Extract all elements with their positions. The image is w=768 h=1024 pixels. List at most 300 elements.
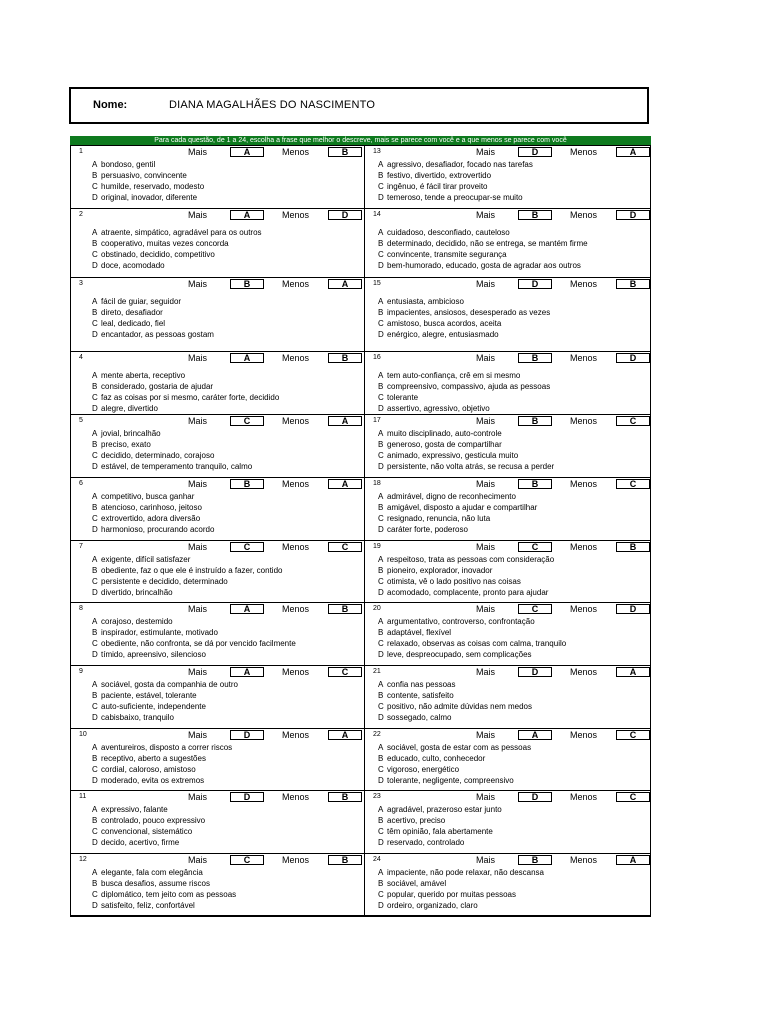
- option-letter: A: [378, 680, 384, 689]
- option-text: cabisbaixo, tranquilo: [101, 713, 174, 722]
- option-text: atencioso, carinhoso, jeitoso: [101, 503, 202, 512]
- option-d: [92, 193, 197, 203]
- menos-answer-box[interactable]: D: [616, 353, 650, 363]
- menos-label: Menos: [282, 210, 310, 220]
- option-letter: A: [92, 555, 98, 564]
- option-b: [92, 754, 206, 764]
- mais-label: Mais: [476, 792, 496, 802]
- question-number: 5: [79, 417, 83, 424]
- option-letter: B: [92, 691, 98, 700]
- option-text: caráter forte, poderoso: [387, 525, 468, 534]
- mais-label: Mais: [476, 353, 496, 363]
- option-text: controlado, pouco expressivo: [101, 816, 206, 825]
- option-text: ordeiro, organizado, claro: [387, 901, 478, 910]
- option-text: adaptável, flexível: [387, 628, 452, 637]
- question-23: [364, 790, 651, 853]
- question-19: [364, 540, 651, 602]
- mais-answer-box[interactable]: C: [518, 604, 552, 614]
- menos-label: Menos: [570, 542, 598, 552]
- menos-label: Menos: [570, 416, 598, 426]
- option-text: fácil de guiar, seguidor: [101, 297, 182, 306]
- option-letter: A: [92, 868, 98, 877]
- option-letter: B: [92, 382, 98, 391]
- option-a: [378, 492, 516, 502]
- menos-answer-box[interactable]: C: [616, 416, 650, 426]
- option-a: [378, 297, 464, 307]
- menos-label: Menos: [570, 147, 598, 157]
- option-c: [92, 577, 228, 587]
- mais-label: Mais: [188, 730, 208, 740]
- question-12: [70, 853, 364, 916]
- option-letter: D: [92, 650, 98, 659]
- option-text: agradável, prazeroso estar junto: [387, 805, 502, 814]
- option-text: acomodado, complacente, pronto para ajudar: [387, 588, 549, 597]
- option-text: elegante, fala com elegância: [101, 868, 203, 877]
- mais-answer-box[interactable]: B: [230, 279, 264, 289]
- mais-answer-box[interactable]: C: [518, 542, 552, 552]
- option-text: argumentativo, controverso, confrontação: [387, 617, 535, 626]
- option-text: relaxado, observas as coisas com calma, tranquilo: [387, 639, 567, 648]
- option-d: [378, 525, 468, 535]
- option-letter: D: [92, 330, 98, 339]
- option-b: [92, 440, 151, 450]
- option-d: [92, 462, 252, 472]
- option-text: animado, expressivo, gesticula muito: [387, 451, 519, 460]
- mais-answer-box[interactable]: B: [518, 479, 552, 489]
- option-text: amistoso, busca acordos, aceita: [387, 319, 502, 328]
- option-letter: C: [92, 639, 98, 648]
- option-c: [92, 250, 215, 260]
- mais-answer-box[interactable]: B: [518, 416, 552, 426]
- option-d: [92, 404, 158, 414]
- option-a: [92, 371, 185, 381]
- option-letter: A: [378, 371, 384, 380]
- option-b: [378, 171, 491, 181]
- option-a: [378, 371, 520, 381]
- option-text: sociável, amável: [387, 879, 447, 888]
- option-a: [378, 617, 535, 627]
- option-text: preciso, exato: [101, 440, 151, 449]
- option-text: humilde, reservado, modesto: [101, 182, 205, 191]
- mais-answer-box[interactable]: B: [518, 855, 552, 865]
- menos-answer-box[interactable]: B: [328, 604, 362, 614]
- option-d: [378, 901, 478, 911]
- menos-answer-box[interactable]: D: [616, 210, 650, 220]
- option-letter: A: [92, 617, 98, 626]
- menos-answer-box[interactable]: B: [328, 855, 362, 865]
- option-letter: C: [92, 393, 98, 402]
- question-17: [364, 414, 651, 477]
- option-c: [92, 182, 204, 192]
- option-letter: B: [92, 308, 98, 317]
- option-letter: C: [92, 577, 98, 586]
- mais-answer-box[interactable]: B: [518, 353, 552, 363]
- question-1: [70, 145, 364, 208]
- option-text: decido, acertivo, firme: [101, 838, 180, 847]
- menos-answer-box[interactable]: A: [616, 667, 650, 677]
- option-text: festivo, divertido, extrovertido: [387, 171, 492, 180]
- option-b: [378, 754, 485, 764]
- option-text: muito disciplinado, auto-controle: [387, 429, 502, 438]
- option-text: expressivo, falante: [101, 805, 168, 814]
- option-b: [92, 308, 163, 318]
- option-b: [378, 816, 445, 826]
- option-a: [92, 555, 190, 565]
- option-letter: C: [378, 514, 384, 523]
- option-text: harmonioso, procurando acordo: [101, 525, 215, 534]
- option-text: reservado, controlado: [387, 838, 465, 847]
- option-letter: C: [92, 182, 98, 191]
- option-letter: D: [378, 193, 384, 202]
- menos-label: Menos: [282, 667, 310, 677]
- option-b: [92, 816, 205, 826]
- menos-label: Menos: [282, 479, 310, 489]
- option-d: [92, 650, 206, 660]
- mais-answer-box[interactable]: D: [518, 279, 552, 289]
- option-d: [92, 713, 174, 723]
- option-text: direto, desafiador: [101, 308, 163, 317]
- option-text: leve, despreocupado, sem complicações: [387, 650, 532, 659]
- menos-label: Menos: [282, 855, 310, 865]
- option-letter: C: [378, 250, 384, 259]
- mais-answer-box[interactable]: A: [230, 210, 264, 220]
- question-number: 4: [79, 354, 83, 361]
- option-a: [378, 160, 533, 170]
- mais-label: Mais: [188, 667, 208, 677]
- mais-label: Mais: [188, 353, 208, 363]
- option-c: [378, 765, 459, 775]
- option-letter: C: [378, 393, 384, 402]
- question-number: 11: [79, 793, 87, 800]
- option-d: [378, 650, 532, 660]
- option-letter: B: [92, 440, 98, 449]
- option-text: vigoroso, energético: [387, 765, 460, 774]
- option-b: [378, 628, 451, 638]
- menos-label: Menos: [570, 210, 598, 220]
- option-text: extrovertido, adora diversão: [101, 514, 201, 523]
- option-text: persistente e decidido, determinado: [101, 577, 228, 586]
- question-number: 1: [79, 148, 83, 155]
- menos-label: Menos: [570, 792, 598, 802]
- mais-label: Mais: [476, 279, 496, 289]
- menos-label: Menos: [282, 542, 310, 552]
- menos-answer-box[interactable]: A: [616, 855, 650, 865]
- option-text: ingênuo, é fácil tirar proveito: [387, 182, 488, 191]
- option-a: [378, 868, 544, 878]
- option-text: educado, culto, conhecedor: [387, 754, 486, 763]
- option-text: decidido, determinado, corajoso: [101, 451, 215, 460]
- option-letter: A: [378, 429, 384, 438]
- question-7: [70, 540, 364, 602]
- option-letter: C: [378, 639, 384, 648]
- option-b: [92, 171, 187, 181]
- option-d: [92, 525, 214, 535]
- option-b: [378, 239, 588, 249]
- option-a: [92, 868, 203, 878]
- option-text: tem auto-confiança, crê em si mesmo: [387, 371, 521, 380]
- question-number: 21: [373, 668, 381, 675]
- question-5: [70, 414, 364, 477]
- option-letter: D: [378, 525, 384, 534]
- option-letter: B: [378, 628, 384, 637]
- option-c: [378, 827, 493, 837]
- option-letter: D: [378, 901, 384, 910]
- mais-answer-box[interactable]: C: [230, 542, 264, 552]
- option-c: [92, 827, 192, 837]
- question-3: [70, 277, 364, 351]
- menos-answer-box[interactable]: B: [328, 147, 362, 157]
- mais-label: Mais: [188, 147, 208, 157]
- option-d: [92, 588, 173, 598]
- option-b: [378, 308, 550, 318]
- option-c: [378, 639, 566, 649]
- menos-answer-box[interactable]: A: [328, 416, 362, 426]
- option-a: [378, 743, 531, 753]
- option-letter: D: [378, 404, 384, 413]
- mais-label: Mais: [476, 855, 496, 865]
- option-c: [92, 890, 236, 900]
- option-letter: C: [378, 182, 384, 191]
- question-number: 19: [373, 543, 381, 550]
- question-20: [364, 602, 651, 665]
- mais-answer-box[interactable]: D: [230, 792, 264, 802]
- option-text: cuidadoso, desconfiado, cauteloso: [387, 228, 510, 237]
- menos-answer-box[interactable]: B: [616, 279, 650, 289]
- menos-label: Menos: [570, 667, 598, 677]
- menos-answer-box[interactable]: C: [616, 479, 650, 489]
- option-text: jovial, brincalhão: [101, 429, 161, 438]
- option-text: satisfeito, feliz, confortável: [101, 901, 195, 910]
- option-c: [92, 639, 296, 649]
- option-a: [378, 555, 554, 565]
- option-text: estável, de temperamento tranquilo, calmo: [101, 462, 253, 471]
- option-text: popular, querido por muitas pessoas: [387, 890, 516, 899]
- option-letter: B: [378, 239, 384, 248]
- mais-answer-box[interactable]: C: [230, 416, 264, 426]
- option-text: competitivo, busca ganhar: [101, 492, 195, 501]
- mais-label: Mais: [476, 730, 496, 740]
- mais-label: Mais: [476, 667, 496, 677]
- menos-answer-box[interactable]: B: [328, 792, 362, 802]
- mais-answer-box[interactable]: A: [230, 147, 264, 157]
- option-letter: D: [378, 650, 384, 659]
- menos-label: Menos: [570, 279, 598, 289]
- option-letter: A: [92, 492, 98, 501]
- option-a: [92, 492, 194, 502]
- option-text: atraente, simpático, agradável para os outros: [101, 228, 262, 237]
- option-letter: A: [378, 297, 384, 306]
- mais-label: Mais: [188, 855, 208, 865]
- option-d: [92, 776, 204, 786]
- question-number: 9: [79, 668, 83, 675]
- option-text: bondoso, gentil: [101, 160, 156, 169]
- menos-answer-box[interactable]: C: [616, 792, 650, 802]
- option-text: generoso, gosta de compartilhar: [387, 440, 502, 449]
- question-6: [70, 477, 364, 540]
- option-letter: A: [378, 743, 384, 752]
- mais-label: Mais: [188, 210, 208, 220]
- name-value: DIANA MAGALHÃES DO NASCIMENTO: [169, 99, 376, 111]
- option-letter: D: [92, 404, 98, 413]
- mais-answer-box[interactable]: D: [518, 792, 552, 802]
- option-letter: B: [378, 691, 384, 700]
- option-text: tolerante, negligente, compreensivo: [387, 776, 514, 785]
- mais-answer-box[interactable]: A: [230, 353, 264, 363]
- option-c: [92, 393, 279, 403]
- menos-answer-box[interactable]: A: [328, 479, 362, 489]
- option-letter: C: [92, 319, 98, 328]
- option-c: [92, 451, 214, 461]
- option-c: [378, 393, 418, 403]
- question-2: [70, 208, 364, 277]
- mais-answer-box[interactable]: A: [230, 604, 264, 614]
- question-number: 14: [373, 211, 381, 218]
- question-number: 20: [373, 605, 381, 612]
- option-text: persistente, não volta atrás, se recusa a perder: [387, 462, 555, 471]
- option-text: leal, dedicado, fiel: [101, 319, 166, 328]
- option-text: impacientes, ansiosos, desesperado as vezes: [387, 308, 551, 317]
- option-letter: A: [378, 868, 384, 877]
- option-letter: B: [92, 628, 98, 637]
- question-number: 3: [79, 280, 83, 287]
- option-letter: C: [92, 250, 98, 259]
- menos-answer-box[interactable]: C: [616, 730, 650, 740]
- option-letter: C: [378, 827, 384, 836]
- option-letter: D: [92, 901, 98, 910]
- option-letter: B: [378, 566, 384, 575]
- option-letter: D: [378, 838, 384, 847]
- menos-answer-box[interactable]: A: [328, 730, 362, 740]
- option-letter: C: [92, 451, 98, 460]
- menos-label: Menos: [282, 279, 310, 289]
- option-c: [92, 319, 165, 329]
- option-letter: D: [92, 193, 98, 202]
- menos-answer-box[interactable]: D: [328, 210, 362, 220]
- question-number: 15: [373, 280, 381, 287]
- option-text: otimista, vê o lado positivo nas coisas: [387, 577, 521, 586]
- option-c: [92, 765, 196, 775]
- option-letter: D: [378, 588, 384, 597]
- mais-label: Mais: [188, 416, 208, 426]
- option-text: bem-humorado, educado, gosta de agradar aos outros: [387, 261, 581, 270]
- option-letter: D: [92, 838, 98, 847]
- option-letter: A: [92, 297, 98, 306]
- option-b: [92, 503, 202, 513]
- menos-answer-box[interactable]: D: [616, 604, 650, 614]
- menos-answer-box[interactable]: B: [616, 542, 650, 552]
- mais-answer-box[interactable]: A: [518, 730, 552, 740]
- menos-label: Menos: [282, 147, 310, 157]
- question-24: [364, 853, 651, 916]
- option-letter: B: [92, 171, 98, 180]
- option-letter: B: [378, 503, 384, 512]
- option-text: compreensivo, compassivo, ajuda as pessoas: [387, 382, 551, 391]
- mais-answer-box[interactable]: B: [518, 210, 552, 220]
- mais-answer-box[interactable]: C: [230, 855, 264, 865]
- option-text: encantador, as pessoas gostam: [101, 330, 214, 339]
- option-letter: C: [378, 451, 384, 460]
- option-text: entusiasta, ambicioso: [387, 297, 464, 306]
- option-text: contente, satisfeito: [387, 691, 454, 700]
- option-a: [92, 160, 155, 170]
- mais-answer-box[interactable]: B: [230, 479, 264, 489]
- option-text: considerado, gostaria de ajudar: [101, 382, 214, 391]
- option-letter: C: [92, 890, 98, 899]
- menos-label: Menos: [282, 604, 310, 614]
- option-letter: D: [92, 713, 98, 722]
- mais-answer-box[interactable]: D: [230, 730, 264, 740]
- option-letter: A: [92, 805, 98, 814]
- menos-answer-box[interactable]: A: [328, 279, 362, 289]
- question-11: [70, 790, 364, 853]
- option-text: diplomático, tem jeito com as pessoas: [101, 890, 237, 899]
- option-text: sociável, gosta de estar com as pessoas: [387, 743, 532, 752]
- option-letter: D: [92, 462, 98, 471]
- question-14: [364, 208, 651, 277]
- option-letter: A: [92, 160, 98, 169]
- option-d: [92, 330, 214, 340]
- option-a: [92, 680, 238, 690]
- option-text: têm opinião, fala abertamente: [387, 827, 493, 836]
- option-c: [378, 890, 516, 900]
- option-text: enérgico, alegre, entusiasmado: [387, 330, 499, 339]
- menos-answer-box[interactable]: B: [328, 353, 362, 363]
- option-letter: B: [92, 566, 98, 575]
- question-22: [364, 728, 651, 790]
- option-letter: A: [378, 492, 384, 501]
- option-d: [92, 901, 195, 911]
- option-b: [92, 382, 213, 392]
- option-letter: C: [92, 827, 98, 836]
- mais-answer-box[interactable]: D: [518, 667, 552, 677]
- option-text: agressivo, desafiador, focado nas tarefas: [387, 160, 533, 169]
- option-d: [378, 462, 554, 472]
- question-4: [70, 351, 364, 414]
- option-text: amigável, disposto a ajudar e compartilhar: [387, 503, 538, 512]
- mais-answer-box[interactable]: A: [230, 667, 264, 677]
- menos-label: Menos: [282, 730, 310, 740]
- option-letter: C: [92, 514, 98, 523]
- option-text: busca desafios, assume riscos: [101, 879, 210, 888]
- menos-label: Menos: [570, 855, 598, 865]
- option-letter: B: [378, 754, 384, 763]
- option-text: obstinado, decidido, competitivo: [101, 250, 215, 259]
- option-text: determinado, decidido, não se entrega, se mantém firme: [387, 239, 588, 248]
- option-letter: B: [378, 879, 384, 888]
- menos-label: Menos: [282, 353, 310, 363]
- menos-answer-box[interactable]: C: [328, 542, 362, 552]
- menos-answer-box[interactable]: C: [328, 667, 362, 677]
- option-c: [378, 577, 521, 587]
- mais-answer-box[interactable]: D: [518, 147, 552, 157]
- mais-label: Mais: [188, 792, 208, 802]
- mais-label: Mais: [476, 416, 496, 426]
- question-number: 10: [79, 731, 87, 738]
- option-letter: A: [378, 555, 384, 564]
- option-c: [92, 702, 206, 712]
- option-letter: B: [92, 754, 98, 763]
- question-number: 23: [373, 793, 381, 800]
- option-c: [92, 514, 200, 524]
- option-b: [92, 628, 218, 638]
- question-8: [70, 602, 364, 665]
- option-d: [378, 261, 581, 271]
- option-text: corajoso, destemido: [101, 617, 173, 626]
- option-letter: C: [92, 702, 98, 711]
- option-letter: A: [92, 228, 98, 237]
- question-number: 22: [373, 731, 381, 738]
- menos-answer-box[interactable]: A: [616, 147, 650, 157]
